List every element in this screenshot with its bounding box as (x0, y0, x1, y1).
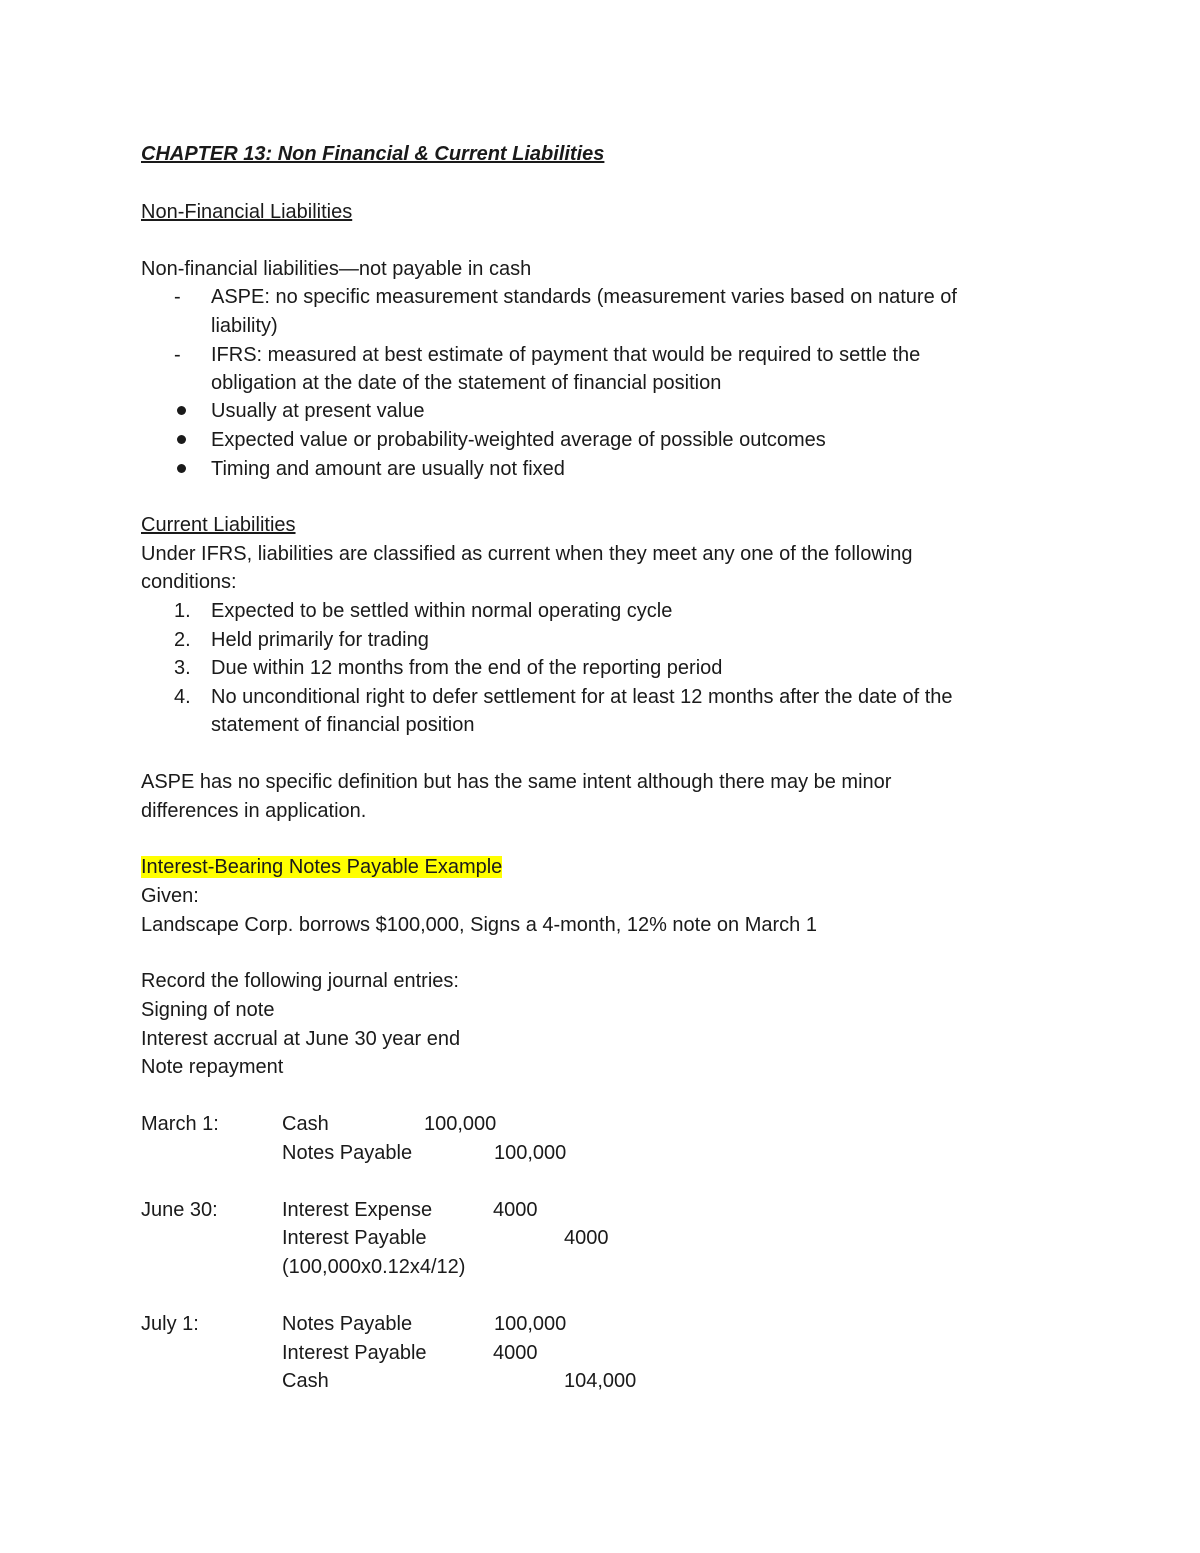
entry-account: Cash (282, 1370, 329, 1392)
bullet-dot-icon (177, 435, 186, 444)
task-item: Signing of note (141, 999, 275, 1021)
entry-account: Interest Payable (282, 1342, 427, 1364)
dash-item-aspe-line2: liability) (211, 315, 278, 337)
entry-account: Notes Payable (282, 1142, 413, 1164)
list-item: Held primarily for trading (211, 629, 429, 651)
task-item: Note repayment (141, 1056, 284, 1078)
record-label: Record the following journal entries: (141, 970, 459, 992)
entry-debit: 4000 (493, 1342, 538, 1364)
entry-account: Interest Payable (282, 1227, 427, 1249)
entry-account: Cash (282, 1113, 329, 1135)
dash-marker: - (174, 344, 181, 366)
list-item: No unconditional right to defer settlement for at least 12 months after the date of the (211, 686, 953, 708)
task-item: Interest accrual at June 30 year end (141, 1028, 461, 1050)
entry-debit: 100,000 (424, 1113, 497, 1135)
entry-credit: 104,000 (564, 1370, 637, 1392)
current-intro-line1: Under IFRS, liabilities are classified as current when they meet any one of the following (141, 543, 913, 565)
section-heading-current: Current Liabilities (141, 514, 296, 536)
list-number: 3. (174, 657, 191, 679)
bullet-dot-icon (177, 406, 186, 415)
entry-calculation: (100,000x0.12x4/12) (282, 1256, 466, 1278)
example-heading (141, 853, 502, 881)
entry-date: July 1: (141, 1313, 199, 1335)
entry-debit: 4000 (493, 1199, 538, 1221)
list-item: Due within 12 months from the end of the reporting period (211, 657, 723, 679)
list-number: 4. (174, 686, 191, 708)
entry-debit: 100,000 (494, 1313, 567, 1335)
dash-item-ifrs-line1: IFRS: measured at best estimate of payment that would be required to settle the (211, 344, 921, 366)
nonfinancial-intro: Non-financial liabilities—not payable in cash (141, 258, 532, 280)
entry-credit: 100,000 (494, 1142, 567, 1164)
dash-item-aspe-line1: ASPE: no specific measurement standards (measurement varies based on nature of (211, 286, 957, 308)
dash-item-ifrs-line2: obligation at the date of the statement of financial position (211, 372, 722, 394)
list-number: 1. (174, 600, 191, 622)
entry-credit: 4000 (564, 1227, 609, 1249)
aspe-note-line2: differences in application. (141, 800, 367, 822)
section-heading-nonfinancial: Non-Financial Liabilities (141, 201, 353, 223)
entry-account: Notes Payable (282, 1313, 413, 1335)
aspe-note-line1: ASPE has no specific definition but has the same intent although there may be minor (141, 771, 892, 793)
entry-account: Interest Expense (282, 1199, 433, 1221)
bullet-dot-icon (177, 464, 186, 473)
entry-date: March 1: (141, 1113, 219, 1135)
dash-marker: - (174, 286, 181, 308)
given-label: Given: (141, 885, 199, 907)
page-title: CHAPTER 13: Non Financial & Current Liabilities (141, 143, 605, 165)
example-heading-text: Interest-Bearing Notes Payable Example (141, 856, 503, 878)
list-item: Expected to be settled within normal operating cycle (211, 600, 673, 622)
list-number: 2. (174, 629, 191, 651)
given-text: Landscape Corp. borrows $100,000, Signs a 4-month, 12% note on March 1 (141, 914, 817, 936)
entry-date: June 30: (141, 1199, 218, 1221)
bullet-item: Usually at present value (211, 400, 425, 422)
current-intro-line2: conditions: (141, 571, 237, 593)
list-item-continued: statement of financial position (211, 714, 475, 736)
bullet-item: Expected value or probability-weighted average of possible outcomes (211, 429, 826, 451)
bullet-item: Timing and amount are usually not fixed (211, 458, 565, 480)
